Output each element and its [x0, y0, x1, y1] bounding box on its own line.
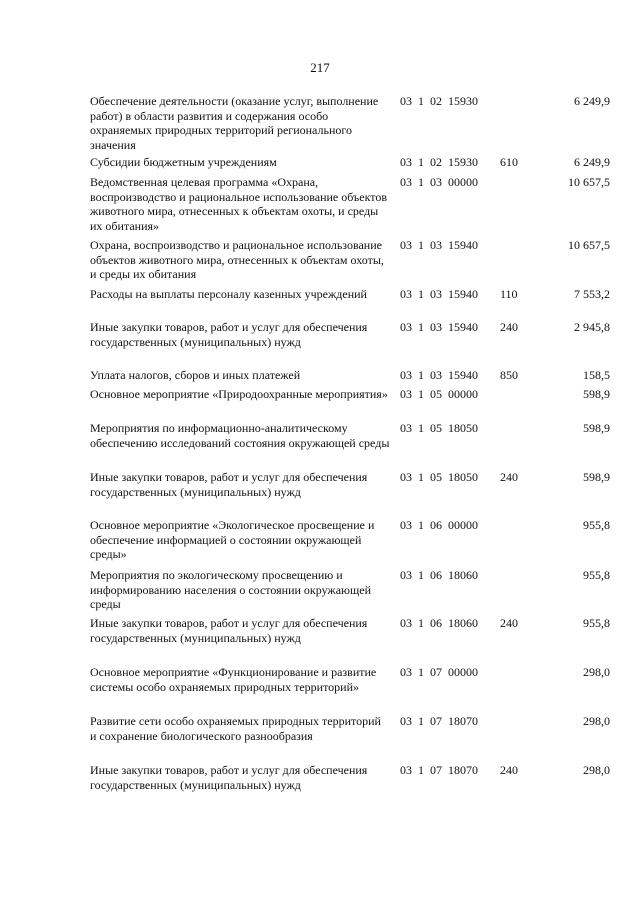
table-row	[90, 421, 610, 450]
row-amount: 10 657,5	[568, 238, 610, 252]
row-classification-code: 03 1 06 18060	[400, 616, 478, 630]
row-description: Ведомственная целевая программа «Охрана, воспроизводство и рациональное использование объектов животного мира, отнесенных к объектам охоты, и среды их обитания»	[90, 175, 387, 233]
row-expense-type: 850	[500, 368, 518, 382]
row-classification-code: 03 1 03 15940	[400, 368, 478, 382]
row-classification-code: 03 1 02 15930	[400, 155, 478, 169]
row-amount: 6 249,9	[574, 94, 610, 108]
row-description: Обеспечение деятельности (оказание услуг, выполнение работ) в области развития и содержания особо охраняемых природных территорий регионального значения	[90, 94, 379, 152]
table-row	[90, 238, 610, 281]
row-classification-code: 03 1 05 00000	[400, 387, 478, 401]
row-expense-type: 240	[500, 616, 518, 630]
row-description: Иные закупки товаров, работ и услуг для обеспечения государственных (муниципальных) нужд	[90, 763, 368, 792]
row-description: Расходы на выплаты персоналу казенных учреждений	[90, 287, 367, 301]
row-amount: 7 553,2	[574, 287, 610, 301]
table-row	[90, 94, 610, 152]
row-classification-code: 03 1 07 00000	[400, 665, 478, 679]
table-row	[90, 714, 610, 743]
row-amount: 955,8	[583, 616, 610, 630]
page-number: 217	[310, 60, 330, 75]
table-row	[90, 616, 610, 645]
row-amount: 2 945,8	[574, 320, 610, 334]
row-expense-type: 240	[500, 470, 518, 484]
row-description: Развитие сети особо охраняемых природных территорий и сохранение биологического разнообразия	[90, 714, 381, 743]
row-classification-code: 03 1 05 18050	[400, 470, 478, 484]
table-row	[90, 387, 610, 401]
row-description: Иные закупки товаров, работ и услуг для обеспечения государственных (муниципальных) нужд	[90, 616, 368, 645]
table-row	[90, 175, 610, 233]
row-expense-type: 240	[500, 320, 518, 334]
row-classification-code: 03 1 07 18070	[400, 763, 478, 777]
row-classification-code: 03 1 07 18070	[400, 714, 478, 728]
row-classification-code: 03 1 03 15940	[400, 238, 478, 252]
row-expense-type: 110	[500, 287, 518, 301]
table-row	[90, 518, 610, 561]
row-description: Мероприятия по экологическому просвещению и информированию населения о состоянии окружающей среды	[90, 568, 371, 611]
row-amount: 598,9	[583, 387, 610, 401]
row-classification-code: 03 1 02 15930	[400, 94, 478, 108]
row-amount: 10 657,5	[568, 175, 610, 189]
table-row	[90, 763, 610, 792]
row-description: Охрана, воспроизводство и рациональное использование объектов животного мира, отнесенных к объектам охоты, и среды их обитания	[90, 238, 384, 281]
row-amount: 955,8	[583, 518, 610, 532]
row-description: Основное мероприятие «Природоохранные мероприятия»	[90, 387, 388, 401]
row-classification-code: 03 1 03 15940	[400, 320, 478, 334]
table-row	[90, 665, 610, 694]
row-expense-type: 240	[500, 763, 518, 777]
row-amount: 955,8	[583, 568, 610, 582]
row-classification-code: 03 1 03 00000	[400, 175, 478, 189]
table-row	[90, 470, 610, 499]
table-row	[90, 287, 610, 301]
row-description: Основное мероприятие «Экологическое просвещение и обеспечение информацией о состоянии окружающей среды»	[90, 518, 375, 561]
row-description: Мероприятия по информационно-аналитическому обеспечению исследований состояния окружающей среды	[90, 421, 390, 450]
row-amount: 598,9	[583, 470, 610, 484]
table-row	[90, 155, 610, 169]
row-amount: 298,0	[583, 763, 610, 777]
table-row	[90, 320, 610, 349]
row-amount: 158,5	[583, 368, 610, 382]
row-amount: 298,0	[583, 665, 610, 679]
row-expense-type: 610	[500, 155, 518, 169]
row-amount: 598,9	[583, 421, 610, 435]
row-description: Уплата налогов, сборов и иных платежей	[90, 368, 301, 382]
row-description: Субсидии бюджетным учреждениям	[90, 155, 277, 169]
table-row	[90, 368, 610, 382]
row-description: Основное мероприятие «Функционирование и развитие системы особо охраняемых природных территорий»	[90, 665, 377, 694]
row-description: Иные закупки товаров, работ и услуг для обеспечения государственных (муниципальных) нужд	[90, 470, 368, 499]
row-amount: 6 249,9	[574, 155, 610, 169]
row-classification-code: 03 1 05 18050	[400, 421, 478, 435]
table-row	[90, 568, 610, 611]
row-description: Иные закупки товаров, работ и услуг для обеспечения государственных (муниципальных) нужд	[90, 320, 368, 349]
row-classification-code: 03 1 03 15940	[400, 287, 478, 301]
row-amount: 298,0	[583, 714, 610, 728]
row-classification-code: 03 1 06 00000	[400, 518, 478, 532]
row-classification-code: 03 1 06 18060	[400, 568, 478, 582]
